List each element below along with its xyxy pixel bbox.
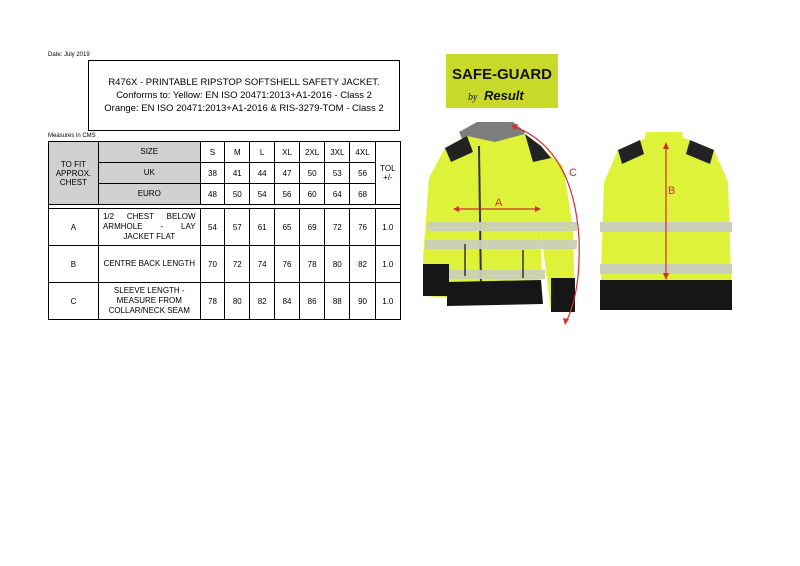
measure-cell: 88 (325, 283, 350, 320)
measure-cell: 78 (299, 246, 324, 283)
table-row (49, 209, 401, 246)
size-cell: 3XL (325, 142, 350, 163)
uk-size-cell: 38 (200, 163, 225, 184)
uk-size-cell: 53 (325, 163, 350, 184)
measure-cell: 70 (200, 246, 225, 283)
logo-brand: Result (484, 88, 524, 103)
euro-size-cell: 68 (350, 184, 375, 205)
table-row (49, 283, 401, 320)
uk-size-cell: 41 (225, 163, 250, 184)
product-title-box (88, 60, 400, 131)
product-title: R476X - PRINTABLE RIPSTOP SOFTSHELL SAFETY JACKET. (108, 77, 380, 88)
uk-label: UK (98, 163, 200, 184)
measure-c-label: C (569, 167, 577, 179)
row-code: A (49, 209, 99, 246)
measure-cell: 80 (225, 283, 250, 320)
jacket-back-illustration (596, 128, 736, 314)
euro-size-cell: 50 (225, 184, 250, 205)
euro-size-cell: 64 (325, 184, 350, 205)
safe-guard-logo (446, 54, 558, 108)
row-description: 1/2 CHEST BELOW ARMHOLE - LAY JACKET FLAT (98, 209, 200, 246)
measure-cell: 72 (325, 209, 350, 246)
table-row (49, 246, 401, 283)
row-code: C (49, 283, 99, 320)
euro-size-cell: 54 (250, 184, 275, 205)
measures-unit-label: Measures in CMS (48, 133, 96, 139)
logo-by: by (468, 92, 478, 103)
measure-cell: 65 (275, 209, 300, 246)
measure-cell: 57 (225, 209, 250, 246)
row-code: B (49, 246, 99, 283)
measure-b-label: B (668, 185, 676, 197)
measure-cell: 84 (275, 283, 300, 320)
measure-cell: 76 (275, 246, 300, 283)
measure-cell: 90 (350, 283, 375, 320)
tolerance-label: TOL +/- (375, 142, 400, 205)
measure-cell: 82 (250, 283, 275, 320)
size-cell: 2XL (299, 142, 324, 163)
measure-cell: 80 (325, 246, 350, 283)
fit-label: TO FIT APPROX. CHEST (49, 142, 99, 205)
measure-cell: 72 (225, 246, 250, 283)
euro-size-cell: 60 (299, 184, 324, 205)
conformity-orange: Orange: EN ISO 20471:2013+A1-2016 & RIS-3279-TOM - Class 2 (104, 103, 384, 114)
measure-cell: 82 (350, 246, 375, 283)
size-label: SIZE (98, 142, 200, 163)
measure-cell: 61 (250, 209, 275, 246)
size-cell: XL (275, 142, 300, 163)
tolerance-cell: 1.0 (375, 246, 400, 283)
row-description: CENTRE BACK LENGTH (98, 246, 200, 283)
date-label: Date: July 2019 (48, 52, 90, 58)
size-cell: 4XL (350, 142, 375, 163)
euro-label: EURO (98, 184, 200, 205)
measure-cell: 86 (299, 283, 324, 320)
size-cell: S (200, 142, 225, 163)
size-cell: L (250, 142, 275, 163)
row-description: SLEEVE LENGTH - MEASURE FROM COLLAR/NECK SEAM (98, 283, 200, 320)
euro-size-cell: 48 (200, 184, 225, 205)
measure-cell: 78 (200, 283, 225, 320)
tolerance-cell: 1.0 (375, 283, 400, 320)
measure-cell: 74 (250, 246, 275, 283)
euro-size-cell: 56 (275, 184, 300, 205)
measure-cell: 54 (200, 209, 225, 246)
conformity-yellow: Conforms to: Yellow: EN ISO 20471:2013+A1-2016 - Class 2 (116, 90, 372, 101)
measure-cell: 76 (350, 209, 375, 246)
tolerance-cell: 1.0 (375, 209, 400, 246)
uk-size-cell: 56 (350, 163, 375, 184)
size-cell: M (225, 142, 250, 163)
uk-size-cell: 44 (250, 163, 275, 184)
size-chart-table (48, 141, 401, 320)
uk-size-cell: 50 (299, 163, 324, 184)
measure-cell: 69 (299, 209, 324, 246)
logo-title: SAFE-GUARD (452, 66, 552, 83)
uk-size-cell: 47 (275, 163, 300, 184)
jacket-front-illustration (415, 118, 587, 326)
measure-a-label: A (495, 197, 503, 209)
